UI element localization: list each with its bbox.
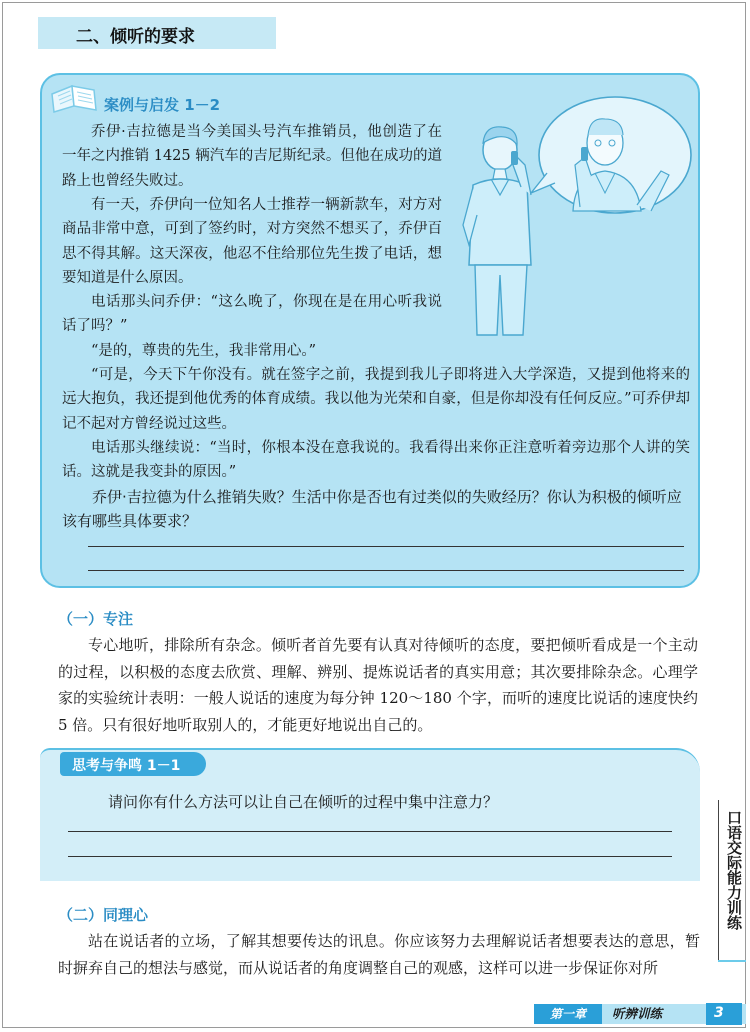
answer-line [88, 570, 684, 571]
footer-chapter: 第一章 [534, 1004, 602, 1024]
section-title: 二、倾听的要求 [76, 27, 195, 47]
think-question: 请问你有什么方法可以让自己在倾听的过程中集中注意力？ [108, 793, 499, 811]
case-question: 乔伊·吉拉德为什么推销失败？生活中你是否也有过类似的失败经历？你认为积极的倾听应该有哪些具体要求？ [62, 488, 682, 530]
case-paragraph: “是的，尊贵的先生，我非常用心。” [91, 343, 317, 359]
case-paragraph: 有一天，乔伊向一位知名人士推荐一辆新款车，对方对商品非常中意，可到了签约时，对方突然不想买了，乔伊百思不得其解。这天深夜，他忍不住给那位先生拨了电话，想要知道是什么原因。 [62, 197, 442, 286]
side-tab [718, 800, 749, 960]
case-title: 案例与启发 1－2 [104, 96, 221, 114]
focus-text: 专心地听，排除所有杂念。倾听者首先要有认真对待倾听的态度，要把倾听看成是一个主动的过程，以积极的态度去欣赏、理解、辨别、提炼说话者的真实用意；其次要排除杂念。心理学家的实验统计表明：一般人说话的速度为每分钟 120～180 个字，而听的速度比说话的速度快约 5 倍。只有很好地听取别人的，才能更好地说出自己的。 [58, 636, 698, 734]
phone-call-illustration [455, 95, 695, 340]
empathy-title: （二）同理心 [58, 906, 149, 924]
page-number-badge [706, 1003, 742, 1025]
case-paragraph: 乔伊·吉拉德是当今美国头号汽车推销员，他创造了在一年之内推销 1425 辆汽车的吉尼斯纪录。但他在成功的道路上也曾经失败过。 [62, 124, 442, 189]
case-paragraph: “可是，今天下午你没有。就在签字之前，我提到我儿子即将进入大学深造，又提到他将来的远大抱负，我还提到他优秀的体育成绩。我以他为光荣和自豪，但是你却没有任何反应。”可乔伊却记不起对方曾经说过这些。 [62, 367, 690, 432]
side-tab-label: 口语交际能力训练 [725, 810, 743, 930]
focus-title: （一）专注 [58, 610, 134, 628]
answer-line [68, 856, 672, 857]
open-book-icon [48, 82, 100, 114]
case-paragraph: 电话那头继续说：“当时，你根本没在意我说的。我看得出来你正注意听着旁边那个人讲的笑话。这就是我变卦的原因。” [62, 440, 690, 481]
think-title: 思考与争鸣 1－1 [72, 758, 181, 774]
answer-line [88, 546, 684, 547]
page-number: 3 [714, 1005, 724, 1021]
answer-line [68, 831, 672, 832]
case-paragraph: 电话那头问乔伊：“这么晚了，你现在是在用心听我说话了吗？” [62, 294, 442, 335]
empathy-text: 站在说话者的立场，了解其想要传达的讯息。你应该努力去理解说话者想要表达的意思，暂时摒弃自己的想法与感觉，而从说话者的角度调整自己的观感，这样可以进一步保证你对所 [58, 932, 700, 977]
footer-title: 听辨训练 [612, 1006, 663, 1021]
side-tab-line [718, 960, 746, 962]
section-header [38, 17, 276, 49]
think-tab [60, 752, 206, 776]
